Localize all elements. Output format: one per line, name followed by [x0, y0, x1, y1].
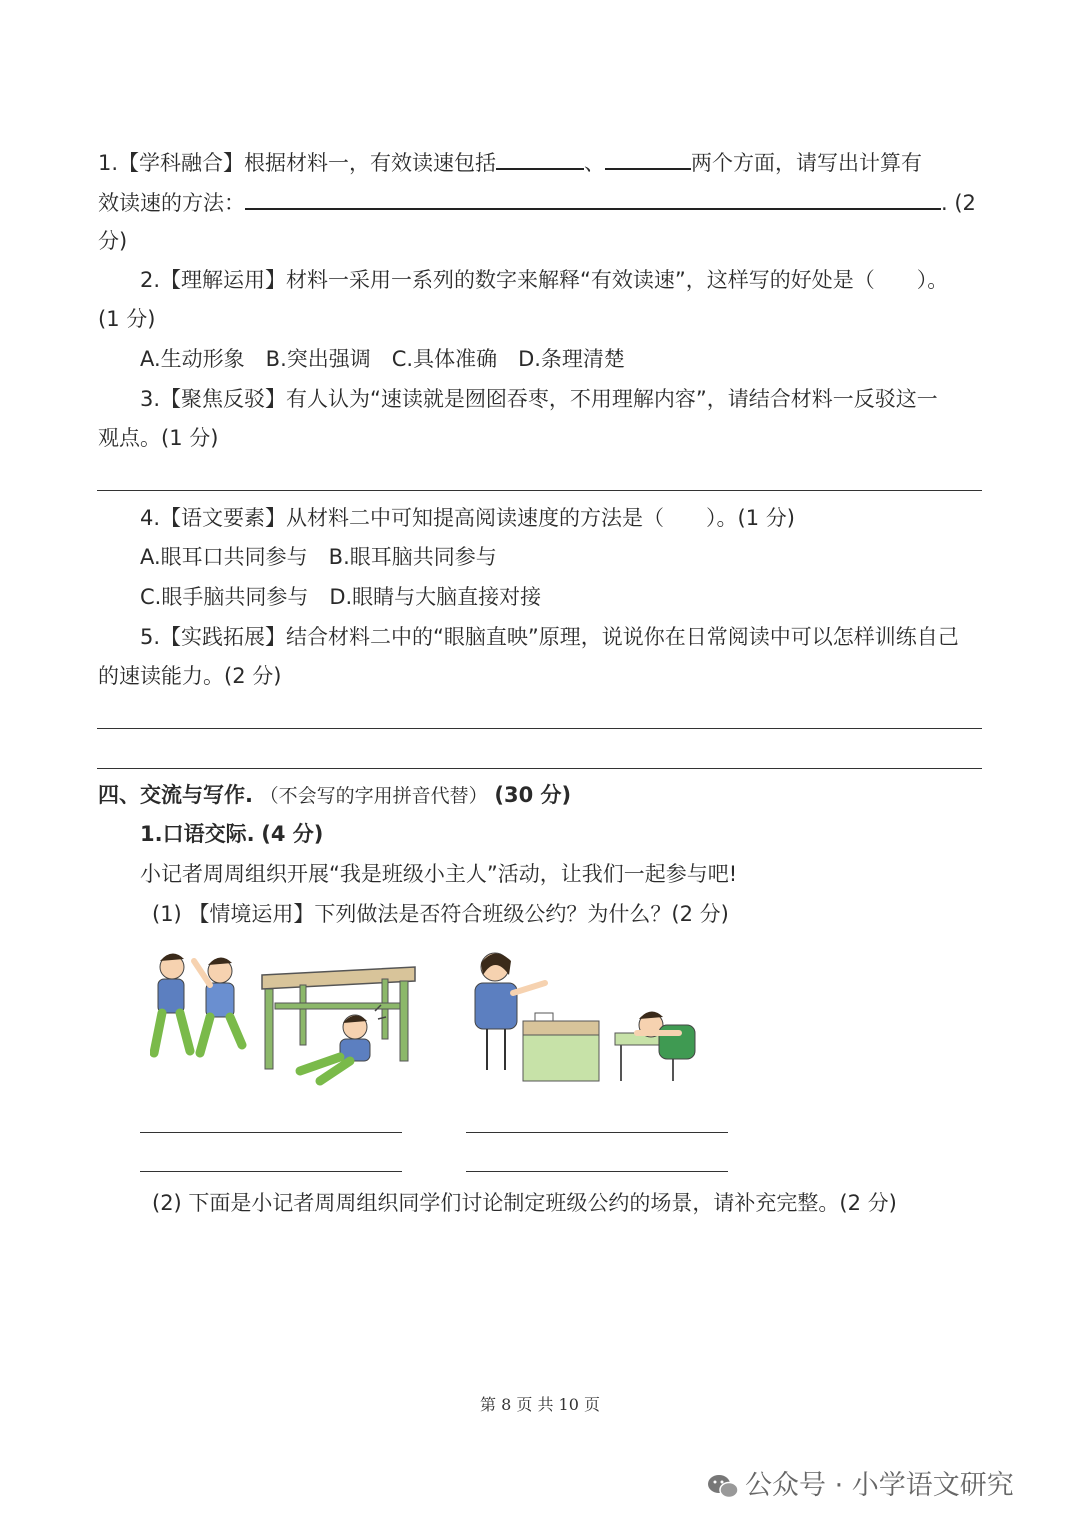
- watermark: [707, 1463, 1014, 1502]
- item1-answer-line-2[interactable]: [466, 1132, 728, 1133]
- illustration-fighting-students: [150, 945, 420, 1090]
- item1-answer-line-3[interactable]: [140, 1171, 402, 1172]
- wechat-icon: [707, 1473, 739, 1501]
- q1-line3: 分): [98, 229, 128, 253]
- section4-heading-row: [98, 780, 571, 811]
- q5-line2: 的速读能力。(2 分): [98, 664, 282, 688]
- watermark-text: 公众号 · 小学语文研究: [745, 1470, 1014, 1501]
- activity-intro: 小记者周周组织开展“我是班级小主人”活动，让我们一起参与吧!: [140, 862, 738, 886]
- q4-options-ab[interactable]: A.眼耳口共同参与 B.眼耳脑共同参与: [140, 545, 497, 569]
- item1-question: (1) 【情境运用】下列做法是否符合班级公约？为什么？(2 分): [152, 902, 729, 926]
- q1-line1: 1.【学科融合】根据材料一，有效读速包括 、 两个方面，请写出计算有: [98, 146, 922, 178]
- section4-note: （不会写的字用拼音代替）: [259, 785, 488, 807]
- q1-blank-2[interactable]: [605, 146, 691, 170]
- illustration-sleeping-student: [465, 945, 720, 1090]
- item1-answer-line-4[interactable]: [466, 1171, 728, 1172]
- q1-method-blank[interactable]: [245, 186, 941, 210]
- q3-answer-line[interactable]: [97, 490, 982, 491]
- q4-line1: 4.【语文要素】从材料二中可知提高阅读速度的方法是（ ）。(1 分): [140, 506, 795, 530]
- q1-line2: 效读速的方法： . (2: [98, 186, 976, 218]
- q5-answer-line-2[interactable]: [97, 768, 982, 769]
- sub1-score: (4 分): [261, 822, 324, 846]
- item2-question: (2) 下面是小记者周周组织同学们讨论制定班级公约的场景，请补充完整。(2 分): [152, 1191, 897, 1215]
- page-number: 第 8 页 共 10 页: [480, 1395, 600, 1414]
- section4-score: (30 分): [494, 783, 572, 807]
- q4-options-cd[interactable]: C.眼手脑共同参与 D.眼睛与大脑直接对接: [140, 585, 542, 609]
- q5-answer-line-1[interactable]: [97, 728, 982, 729]
- q5-line1: 5.【实践拓展】结合材料二中的“眼脑直映”原理，说说你在日常阅读中可以怎样训练自己: [140, 625, 959, 649]
- q2-options[interactable]: A.生动形象 B.突出强调 C.具体准确 D.条理清楚: [140, 347, 625, 371]
- sub1-title: 1.口语交际.: [140, 822, 255, 846]
- section4-heading: 四、交流与写作.: [98, 783, 253, 807]
- q3-line1: 3.【聚焦反驳】有人认为“速读就是囫囵吞枣，不用理解内容”，请结合材料一反驳这一: [140, 387, 938, 411]
- item1-answer-line-1[interactable]: [140, 1132, 402, 1133]
- q1-blank-1[interactable]: [496, 146, 584, 170]
- q3-line2: 观点。(1 分): [98, 426, 219, 450]
- sub1-row: [140, 819, 323, 849]
- q2-line1: 2.【理解运用】材料一采用一系列的数字来解释“有效读速”，这样写的好处是（ ）。: [140, 268, 949, 292]
- q2-line2: (1 分): [98, 307, 156, 331]
